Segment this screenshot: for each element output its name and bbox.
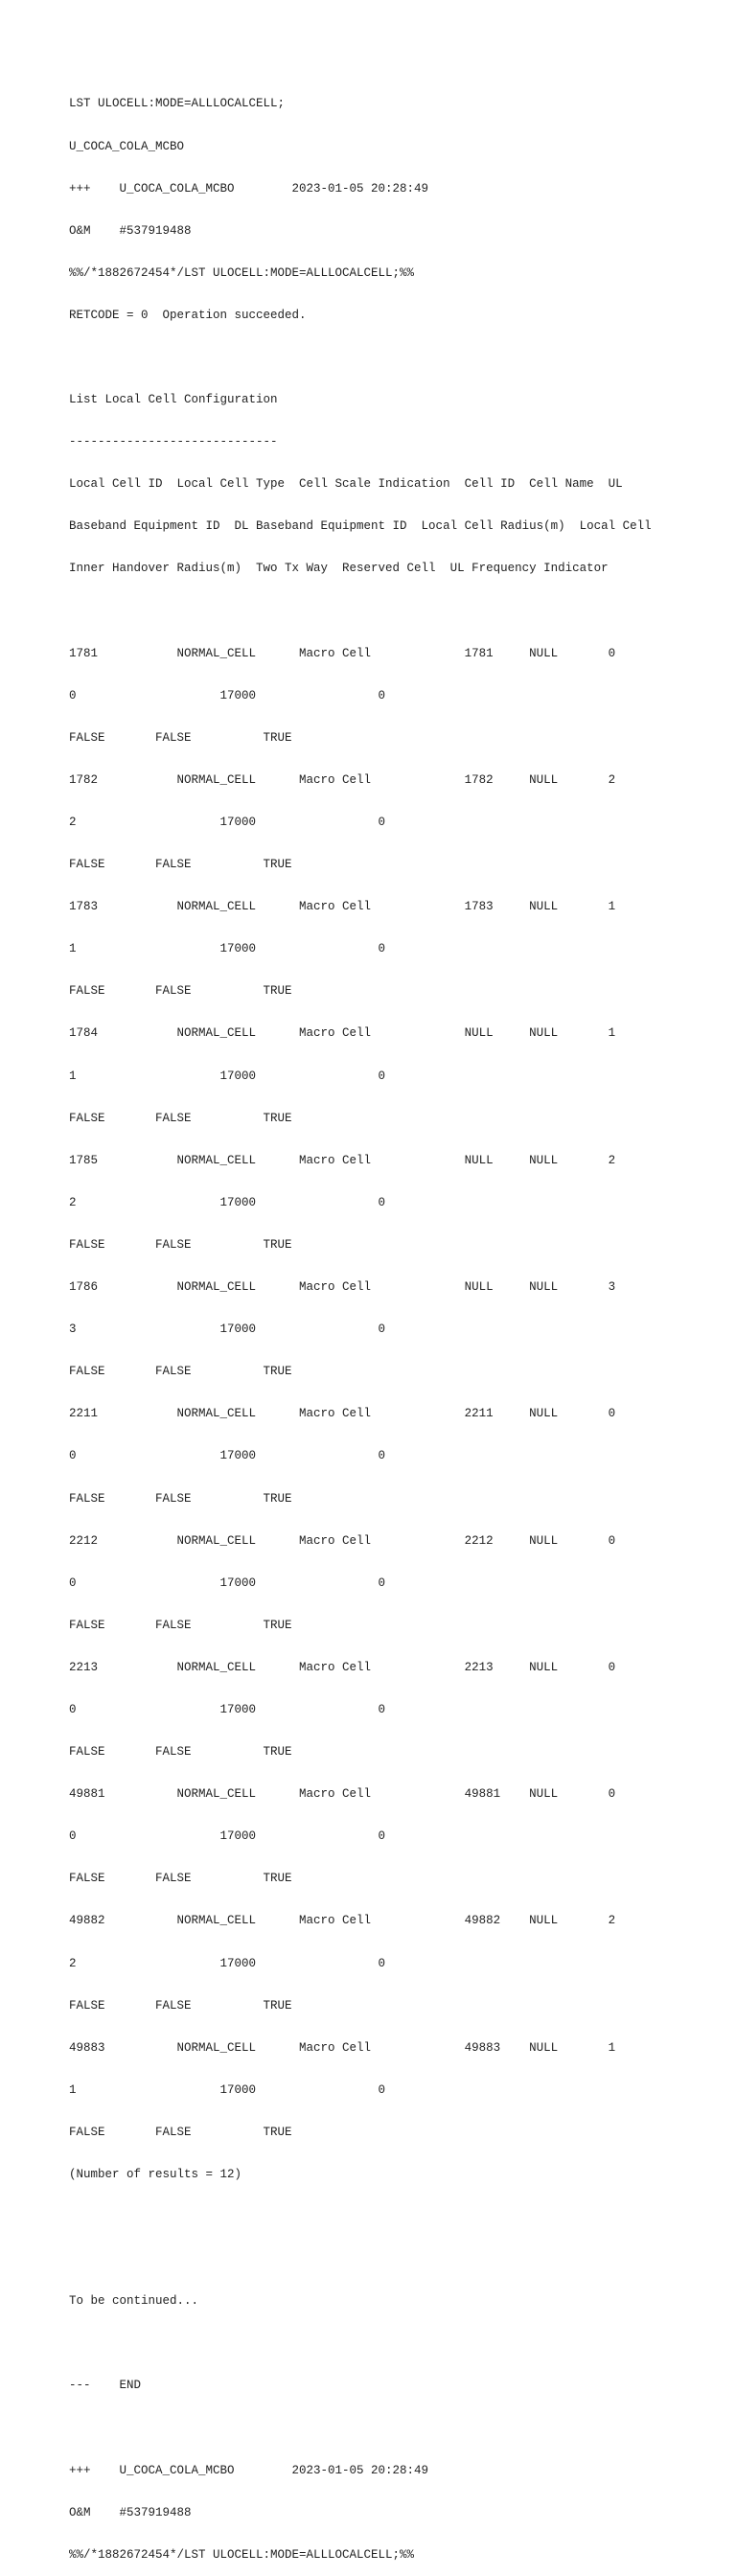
table-row-line: 0 17000 0 [69,688,386,702]
table-row-line: FALSE FALSE TRUE [69,730,292,745]
table-row-line: 1781 NORMAL_CELL Macro Cell 1781 NULL 0 [69,646,616,660]
table-row-line: FALSE FALSE TRUE [69,1745,292,1760]
table-row-line: 1784 NORMAL_CELL Macro Cell NULL NULL 1 [69,1026,616,1041]
table-header-line-3: Inner Handover Radius(m) Two Tx Way Reserved Cell UL Frequency Indicator [69,562,609,576]
table-row-line: 2 17000 0 [69,816,386,829]
section-title: List Local Cell Configuration [69,393,278,407]
table-row-line: FALSE FALSE TRUE [69,1618,292,1632]
ne-name-line: U_COCA_COLA_MCBO [69,139,185,153]
echo-command-line: %%/*1882672454*/LST ULOCELL:MODE=ALLLOCALCELL;%% [69,265,415,280]
table-row-line: 2 17000 0 [69,1956,386,1970]
table-row-line: FALSE FALSE TRUE [69,1365,292,1379]
table-row-line: 2211 NORMAL_CELL Macro Cell 2211 NULL 0 [69,1407,616,1421]
table-row-line: FALSE FALSE TRUE [69,1998,292,2012]
retcode-line: RETCODE = 0 Operation succeeded. [69,308,307,322]
table-row-line: 49883 NORMAL_CELL Macro Cell 49883 NULL 1 [69,2040,616,2055]
table-row-line: 0 17000 0 [69,1576,386,1590]
command-output-document [69,69,652,2576]
table-row-line: FALSE FALSE TRUE [69,858,292,872]
table-row-line: 1 17000 0 [69,2082,386,2097]
report-header-line: +++ U_COCA_COLA_MCBO 2023-01-05 20:28:49 [69,2463,429,2477]
table-row-line: 2213 NORMAL_CELL Macro Cell 2213 NULL 0 [69,1660,616,1674]
section-underline: ----------------------------- [69,435,278,449]
table-row-line: 1783 NORMAL_CELL Macro Cell 1783 NULL 1 [69,900,616,914]
blank-line [69,2336,652,2351]
table-row-line: 1782 NORMAL_CELL Macro Cell 1782 NULL 2 [69,772,616,787]
report-id-line: O&M #537919488 [69,2505,192,2519]
table-row-line: 0 17000 0 [69,1829,386,1844]
echo-command-line: %%/*1882672454*/LST ULOCELL:MODE=ALLLOCALCELL;%% [69,2547,415,2562]
table-row-line: 49882 NORMAL_CELL Macro Cell 49882 NULL 2 [69,1914,616,1928]
table-row-line: 49881 NORMAL_CELL Macro Cell 49881 NULL 0 [69,1787,616,1802]
table-row-line: 1 17000 0 [69,1069,386,1083]
table-row-line: FALSE FALSE TRUE [69,1237,292,1252]
blank-line [69,2422,652,2436]
blank-line [69,605,652,619]
table-row-line: 3 17000 0 [69,1322,386,1337]
table-row-line: FALSE FALSE TRUE [69,1872,292,1886]
report-id-line: O&M #537919488 [69,223,192,238]
report-header-line: +++ U_COCA_COLA_MCBO 2023-01-05 20:28:49 [69,181,429,196]
blank-line [69,2252,652,2266]
table-row-line: 1786 NORMAL_CELL Macro Cell NULL NULL 3 [69,1280,616,1295]
table-header-line-1: Local Cell ID Local Cell Type Cell Scale Indication Cell ID Cell Name UL [69,477,623,492]
end-marker-line: --- END [69,2379,142,2393]
blank-line [69,351,652,365]
table-header-line-2: Baseband Equipment ID DL Baseband Equipment ID Local Cell Radius(m) Local Cell [69,519,652,534]
table-row-line: FALSE FALSE TRUE [69,984,292,999]
continuation-line: To be continued... [69,2294,199,2309]
command-line: LST ULOCELL:MODE=ALLLOCALCELL; [69,97,286,111]
table-row-line: 2 17000 0 [69,1195,386,1209]
blank-line [69,2210,652,2224]
table-row-line: FALSE FALSE TRUE [69,1491,292,1506]
table-row-line: 1 17000 0 [69,942,386,956]
table-row-line: FALSE FALSE TRUE [69,1111,292,1125]
table-row-line: FALSE FALSE TRUE [69,2125,292,2139]
table-row-line: 2212 NORMAL_CELL Macro Cell 2212 NULL 0 [69,1533,616,1548]
table-row-line: 1785 NORMAL_CELL Macro Cell NULL NULL 2 [69,1153,616,1167]
table-row-line: 0 17000 0 [69,1702,386,1716]
table-row-line: 0 17000 0 [69,1449,386,1463]
result-count-line: (Number of results = 12) [69,2168,242,2181]
